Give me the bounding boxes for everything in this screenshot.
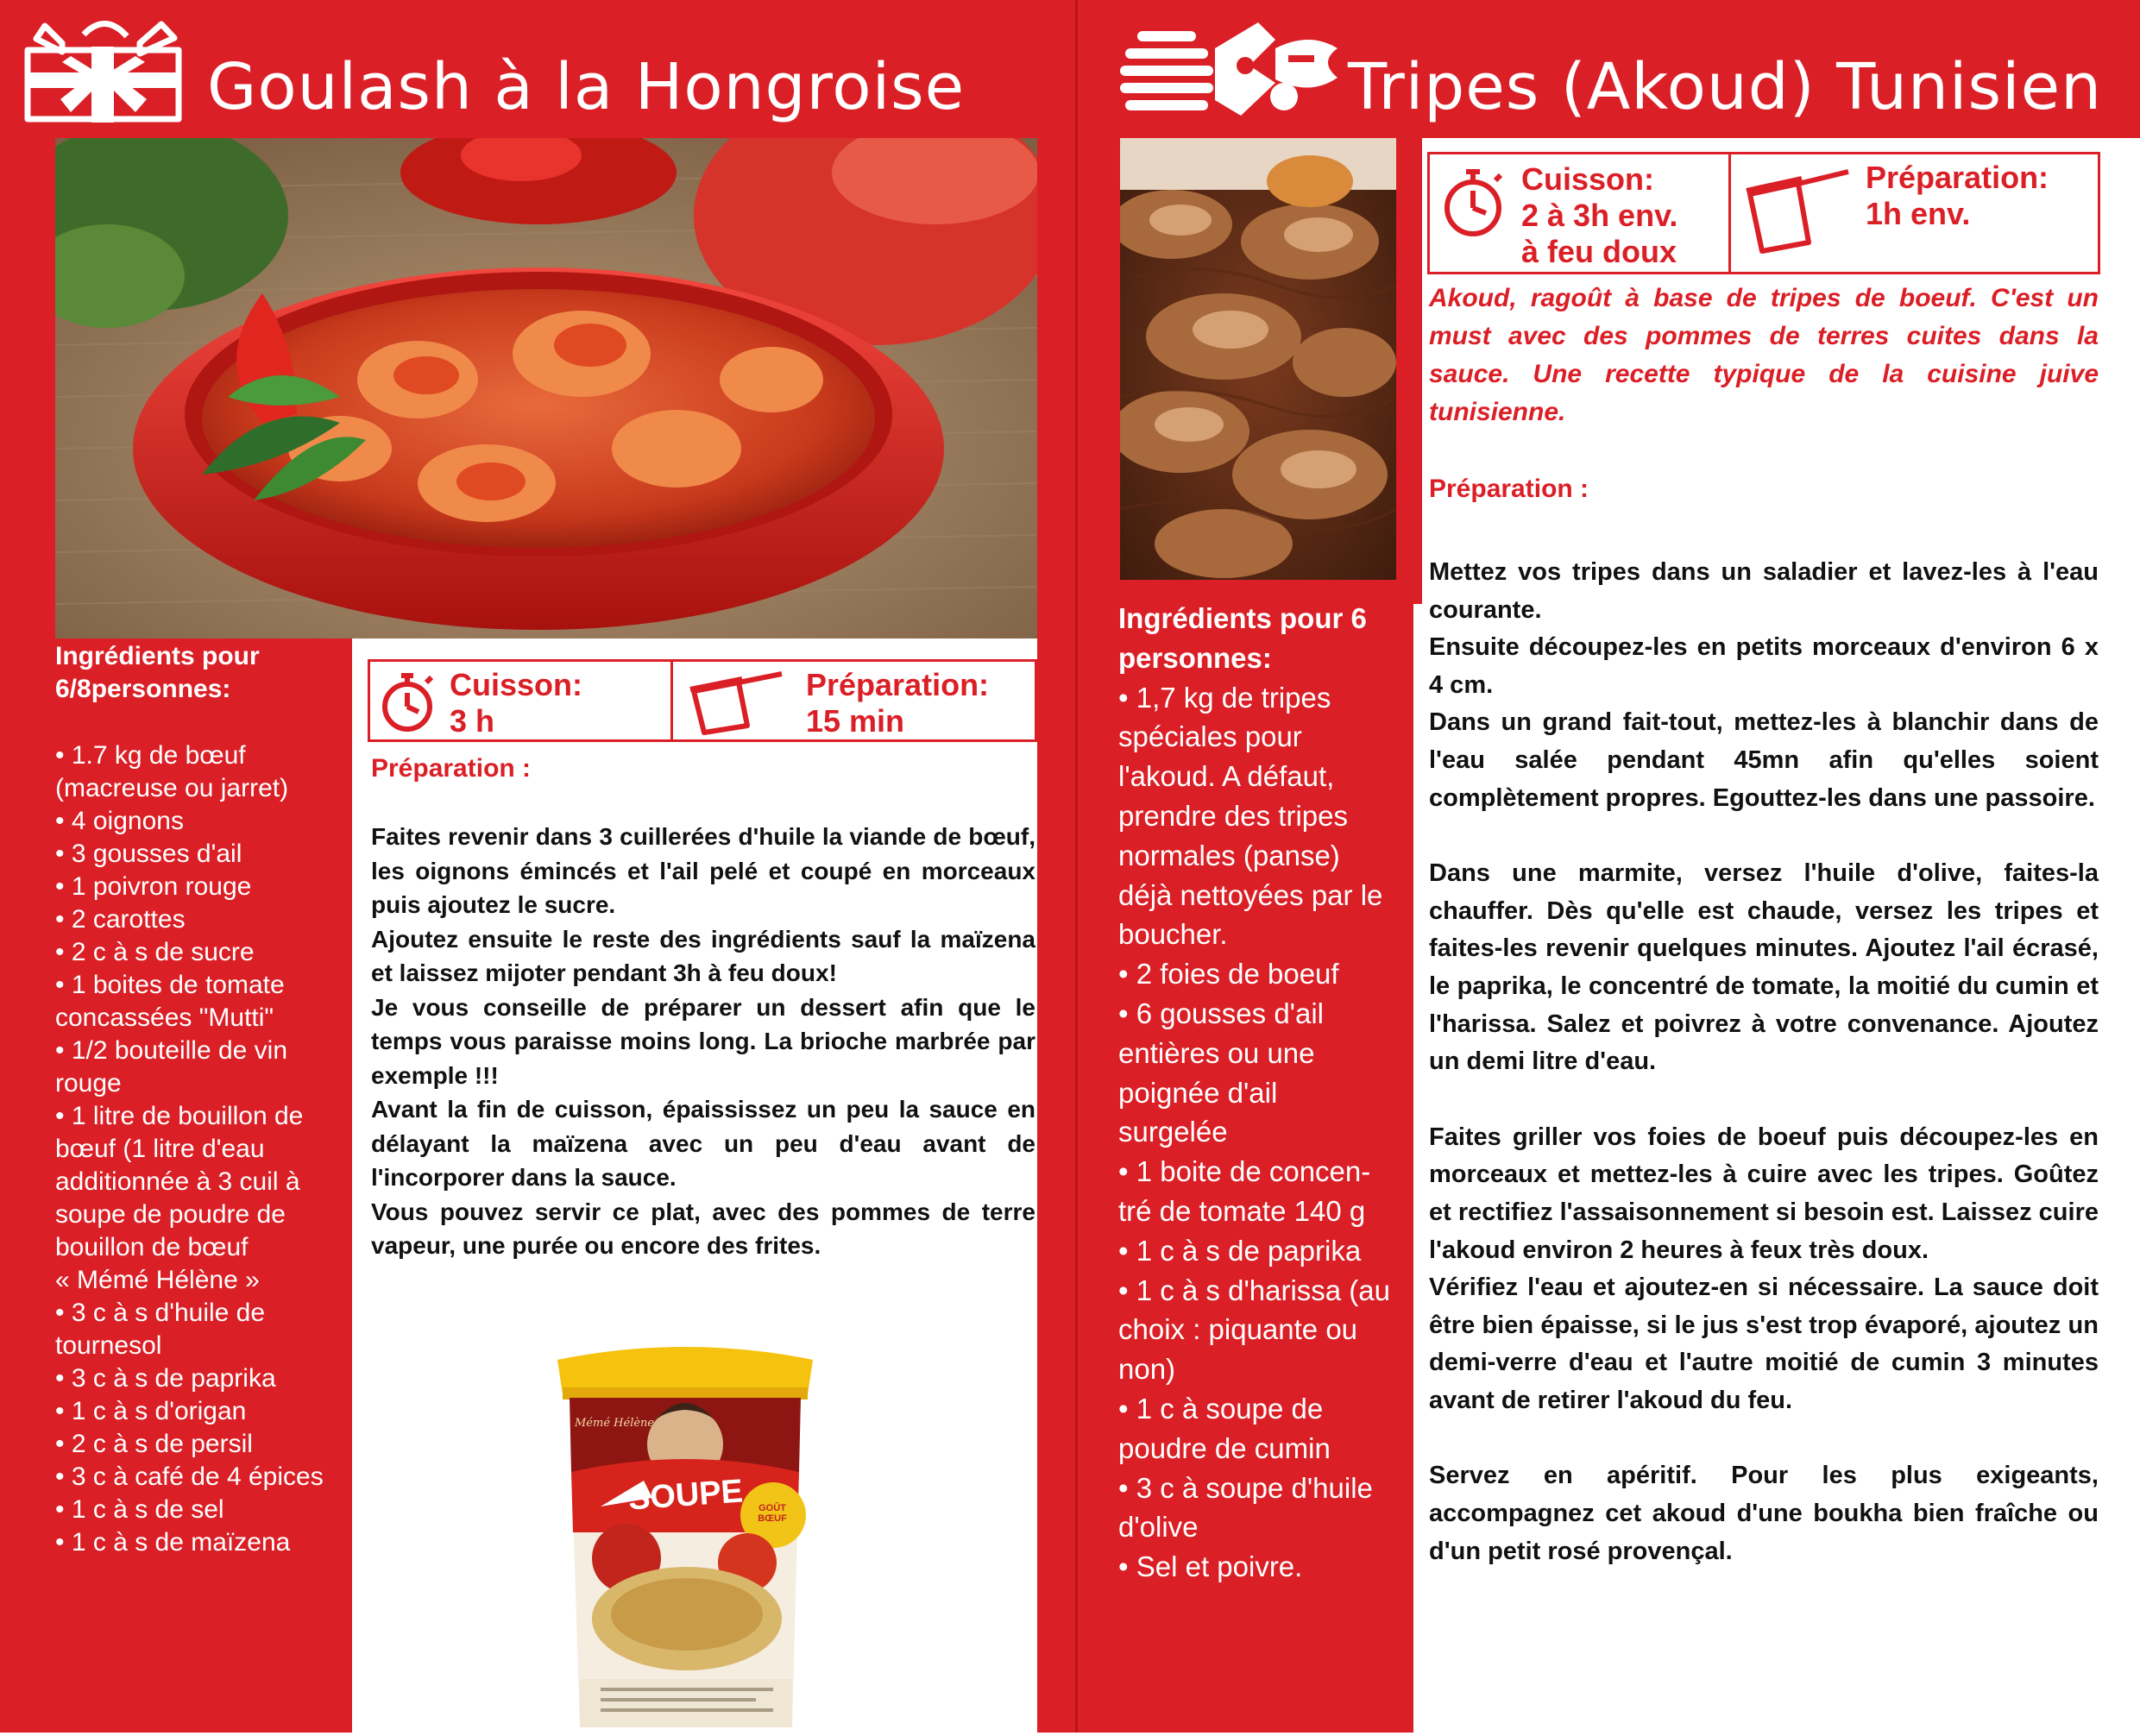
prep-paragraph: Ajoutez ensuite le reste des ingrédients sauf la maïzena et laissez mijoter pendant 3h à feu doux! — [371, 925, 1035, 986]
list-item: • 1/2 bouteille de vin — [55, 1036, 288, 1065]
right-cuisson-line: à feu doux — [1521, 234, 1677, 269]
list-item: choix : piquante ou — [1118, 1313, 1358, 1346]
list-item: d'olive — [1118, 1511, 1199, 1544]
list-item: • 3 gousses d'ail — [55, 840, 242, 868]
right-preparation-value: 1h env. — [1866, 196, 1971, 231]
right-edge-strip — [2123, 0, 2140, 138]
preparation-cell — [673, 662, 1035, 739]
soup-box-brand: Mémé Hélène — [575, 1417, 655, 1430]
list-item: tournesol — [55, 1331, 162, 1360]
list-item: soupe de poudre de — [55, 1200, 286, 1229]
list-item: • 2 foies de boeuf — [1118, 958, 1339, 991]
list-item: • 1 c à soupe de — [1118, 1392, 1324, 1425]
preparation-cell — [1731, 154, 2098, 272]
list-item: • 1 c à s de paprika — [1118, 1234, 1362, 1267]
soup-box-image — [549, 1343, 821, 1733]
list-item: concassées "Mutti" — [55, 1003, 274, 1032]
list-item: • 3 c à café de 4 épices — [55, 1462, 324, 1491]
list-item: • 1.7 kg de bœuf — [55, 741, 246, 770]
list-item: (macreuse ou jarret) — [55, 774, 289, 802]
prep-paragraph: Faites griller vos foies de boeuf puis découpez-les en morceaux et mettez-les à cuire avec les tripes. Goûtez et rectifiez l'assaisonnement si besoin est. Laissez cuire l'akoud environ 2 heures à feux très doux. — [1429, 1123, 2099, 1264]
list-item: prendre des tripes — [1118, 799, 1348, 832]
list-item: • 1 boites de tomate — [55, 971, 285, 999]
right-ingredients-title: Ingrédients pour 6 personnes: — [1118, 602, 1367, 674]
list-item: • 1 c à s d'origan — [55, 1397, 247, 1425]
prep-paragraph: Je vous conseille de préparer un dessert afin que le temps vous paraisse moins long. La brioche marbrée par exemple !!! — [371, 993, 1035, 1089]
cuisson-cell — [1430, 154, 1728, 272]
prep-paragraph: Servez en apéritif. Pour les plus exigeants, accompagnez cet akoud d'une boukha bien fraîche ou d'un petit rosé provençal. — [1429, 1462, 2099, 1565]
left-cuisson-label: Cuisson: — [450, 667, 583, 702]
prep-paragraph: Dans un grand fait-tout, mettez-les à blanchir dans de l'eau salée pendant 45mn afin qu'elles soient complètement propres. Egouttez-les dans une passoire. — [1429, 708, 2099, 812]
list-item: entières ou une — [1118, 1036, 1315, 1069]
left-prep-text — [371, 820, 1035, 1263]
stopwatch-icon — [1438, 161, 1507, 239]
cuisson-cell — [370, 662, 670, 739]
list-item: • 3 c à soupe d'huile — [1118, 1471, 1373, 1504]
right-preparation-label: Préparation: — [1866, 160, 2049, 195]
list-item: • 2 c à s de persil — [55, 1430, 253, 1458]
soup-box-label: SOUPE — [626, 1473, 745, 1518]
list-item: tré de tomate 140 g — [1118, 1194, 1366, 1227]
list-item: • 1 boite de concen- — [1118, 1155, 1371, 1188]
list-item: • 1 c à s d'harissa (au — [1118, 1274, 1390, 1306]
list-item: • 2 c à s de sucre — [55, 938, 255, 966]
right-recipe-title: Tripes (Akoud) Tunisien — [1348, 50, 2102, 124]
list-item: • 2 carottes — [55, 905, 186, 934]
right-prep-text — [1429, 554, 2099, 1570]
right-intro: Akoud, ragoût à base de tripes de boeuf. C'est un must avec des pommes de terres cuites dans la sauce. Une recette typique de la cuisine juive tunisienne. — [1429, 284, 2099, 426]
prep-paragraph: Vérifiez l'eau et ajoutez-en si nécessaire. La sauce doit être bien épaisse, si le jus s'est trop évaporé, ajoutez un demi-verre d'eau et l'autre moitié de cumin 3 minutes avant de retirer l'akoud du feu. — [1429, 1274, 2099, 1414]
right-ingredients — [1118, 599, 1412, 1587]
prep-paragraph: Dans une marmite, versez l'huile d'olive, faites-la chauffer. Dès qu'elle est chaude, versez les tripes et faites-les revenir quelques minutes. Ajoutez l'ail écrasé, le paprika, le concentré de tomate, la moitié du cumin et l'harissa. Salez et poivrez à votre convenance. Ajoutez un demi litre d'eau. — [1429, 859, 2099, 1076]
prep-paragraph: Avant la fin de cuisson, épaississez un peu la sauce en délayant la maïzena avec un peu d'eau avant de l'incorporer dans la sauce. — [371, 1096, 1035, 1191]
prep-paragraph: Mettez vos tripes dans un saladier et lavez-les à l'eau courante. — [1429, 558, 2099, 624]
left-timing-box — [368, 659, 1037, 742]
list-item: spéciales pour — [1118, 720, 1302, 753]
left-preparation-value: 15 min — [806, 703, 905, 739]
list-item: poignée d'ail — [1118, 1076, 1278, 1109]
left-prep-heading: Préparation : — [371, 754, 532, 783]
right-prep-heading: Préparation : — [1429, 475, 1589, 503]
list-item: boucher. — [1118, 918, 1228, 951]
cooking-pot-icon — [1741, 160, 1854, 255]
list-item: bœuf (1 litre d'eau — [55, 1135, 265, 1163]
goulash-photo — [55, 138, 1037, 638]
list-item: • 3 c à s d'huile de — [55, 1299, 266, 1327]
right-timing-box — [1427, 152, 2100, 274]
prep-paragraph: Faites revenir dans 3 cuillerées d'huile la viande de bœuf, les oignons émincés et l'ail pelé et coupé en morceaux puis ajoutez le sucre. — [371, 823, 1035, 918]
left-recipe-title: Goulash à la Hongroise — [207, 50, 966, 124]
right-cuisson-label: Cuisson: — [1521, 161, 1655, 197]
right-cuisson-line: 2 à 3h env. — [1521, 198, 1678, 233]
list-item: • Sel et poivre. — [1118, 1550, 1303, 1583]
list-item: • 3 c à s de paprika — [55, 1364, 276, 1393]
list-item: normales (panse) — [1118, 839, 1340, 871]
lunchbox-wings-icon — [1111, 14, 1344, 135]
left-right-edge-band — [1037, 0, 1077, 1733]
left-ingredients-title: Ingrédients pour 6/8personnes: — [55, 642, 260, 703]
list-item: rouge — [55, 1069, 122, 1098]
list-item: l'akoud. A défaut, — [1118, 760, 1335, 793]
prep-paragraph: Ensuite découpez-les en petits morceaux d'environ 6 x 4 cm. — [1429, 633, 2099, 699]
tripes-photo — [1120, 138, 1396, 580]
gift-bow-icon — [10, 17, 196, 129]
cooking-pot-icon — [685, 667, 789, 736]
list-item: « Mémé Hélène » — [55, 1266, 260, 1294]
list-item: • 1,7 kg de tripes — [1118, 681, 1331, 714]
list-item: • 6 gousses d'ail — [1118, 997, 1324, 1029]
list-item: surgelée — [1118, 1116, 1228, 1148]
list-item: non) — [1118, 1353, 1176, 1386]
list-item: • 1 c à s de sel — [55, 1495, 224, 1524]
list-item: déjà nettoyées par le — [1118, 878, 1383, 911]
list-item: additionnée à 3 cuil à — [55, 1167, 300, 1196]
soup-box-badge: GOÛT BŒUF — [758, 1503, 787, 1524]
list-item: bouillon de bœuf — [55, 1233, 249, 1261]
list-item: • 4 oignons — [55, 807, 184, 835]
list-item: • 1 poivron rouge — [55, 872, 252, 901]
list-item: • 1 c à s de maïzena — [55, 1528, 291, 1557]
page-fold-divider — [1075, 0, 1078, 1733]
left-cuisson-value: 3 h — [450, 703, 495, 739]
left-ingredients — [55, 640, 349, 1559]
prep-paragraph: Vous pouvez servir ce plat, avec des pommes de terre vapeur, une purée ou encore des frites. — [371, 1198, 1035, 1259]
list-item: • 1 litre de bouillon de — [55, 1102, 304, 1130]
list-item: poudre de cumin — [1118, 1431, 1331, 1464]
left-preparation-label: Préparation: — [806, 667, 990, 702]
stopwatch-icon — [377, 667, 437, 736]
